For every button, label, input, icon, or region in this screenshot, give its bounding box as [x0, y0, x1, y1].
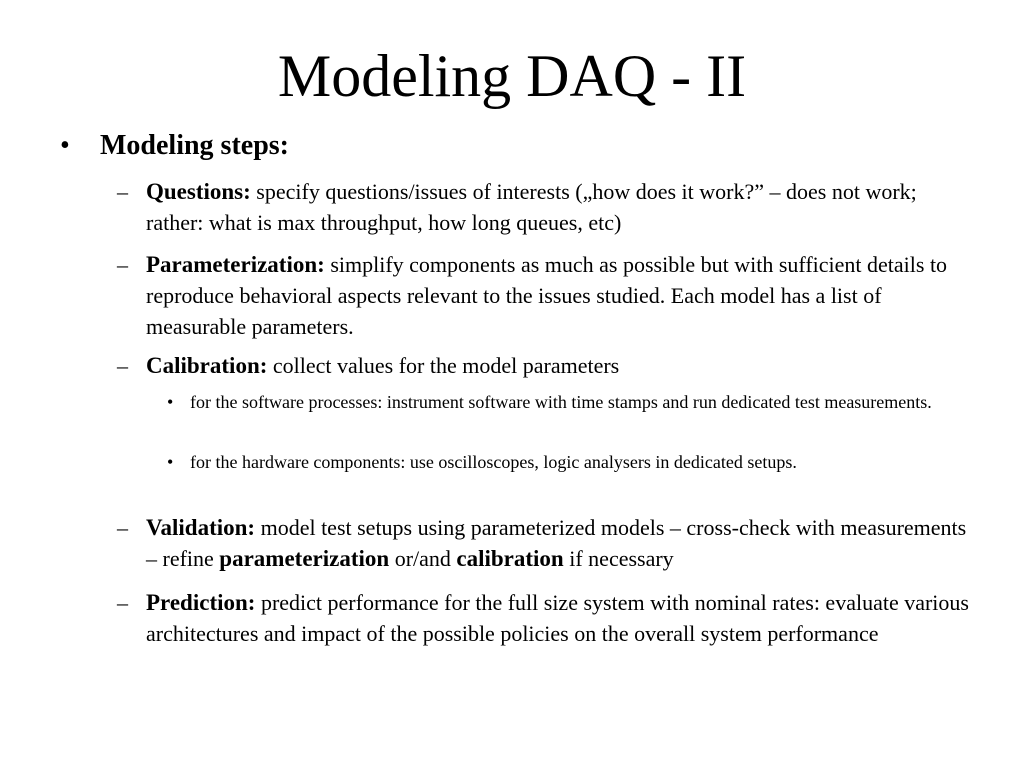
step-term: Parameterization: [146, 252, 325, 277]
step-text: or/and [394, 546, 451, 571]
step-text: predict performance for the full size system with nominal rates: evaluate various architectures and impact of the possible policies on the overall system performance [146, 590, 969, 646]
dash-icon: – [117, 515, 128, 540]
step-text: simplify components as much as possible but with sufficient details to reproduce behavioral aspects relevant to the issues studied. Each model has a list of measurable parameters. [146, 252, 948, 339]
step-term: Calibration: [146, 353, 268, 378]
dash-icon: – [117, 179, 128, 204]
step-text: model test setups using parameterized models – cross-check with measurements – refine [146, 515, 967, 571]
calibration-sub-item: for the hardware components: use oscilloscopes, logic analysers in dedicated setups. [190, 452, 797, 472]
step-text: collect values for the model parameters [272, 353, 620, 378]
dash-icon: – [117, 590, 128, 615]
step-prediction [146, 587, 976, 649]
slide-title: Modeling DAQ - II [277, 43, 747, 109]
bullet-icon: • [60, 130, 70, 161]
step-text: specify questions/issues of interests („how does it work?” – does not work; rather: what is max throughput, how long queues, etc) [146, 179, 917, 235]
step-term: Validation: [146, 515, 256, 540]
dash-icon: – [117, 252, 128, 277]
inline-bold-term: calibration [456, 546, 564, 571]
step-parameterization [146, 249, 976, 342]
step-validation [146, 512, 976, 574]
step-term: Prediction: [146, 590, 256, 615]
bullet-icon: • [167, 392, 174, 412]
step-questions [146, 176, 976, 238]
main-heading: Modeling steps: [100, 130, 289, 161]
step-calibration [146, 350, 976, 381]
dash-icon: – [117, 353, 128, 378]
step-text: if necessary [569, 546, 674, 571]
inline-bold-term: parameterization [219, 546, 390, 571]
calibration-sub-item: for the software processes: instrument software with time stamps and run dedicated test measurements. [190, 392, 932, 412]
bullet-icon: • [167, 452, 174, 472]
step-term: Questions: [146, 179, 251, 204]
